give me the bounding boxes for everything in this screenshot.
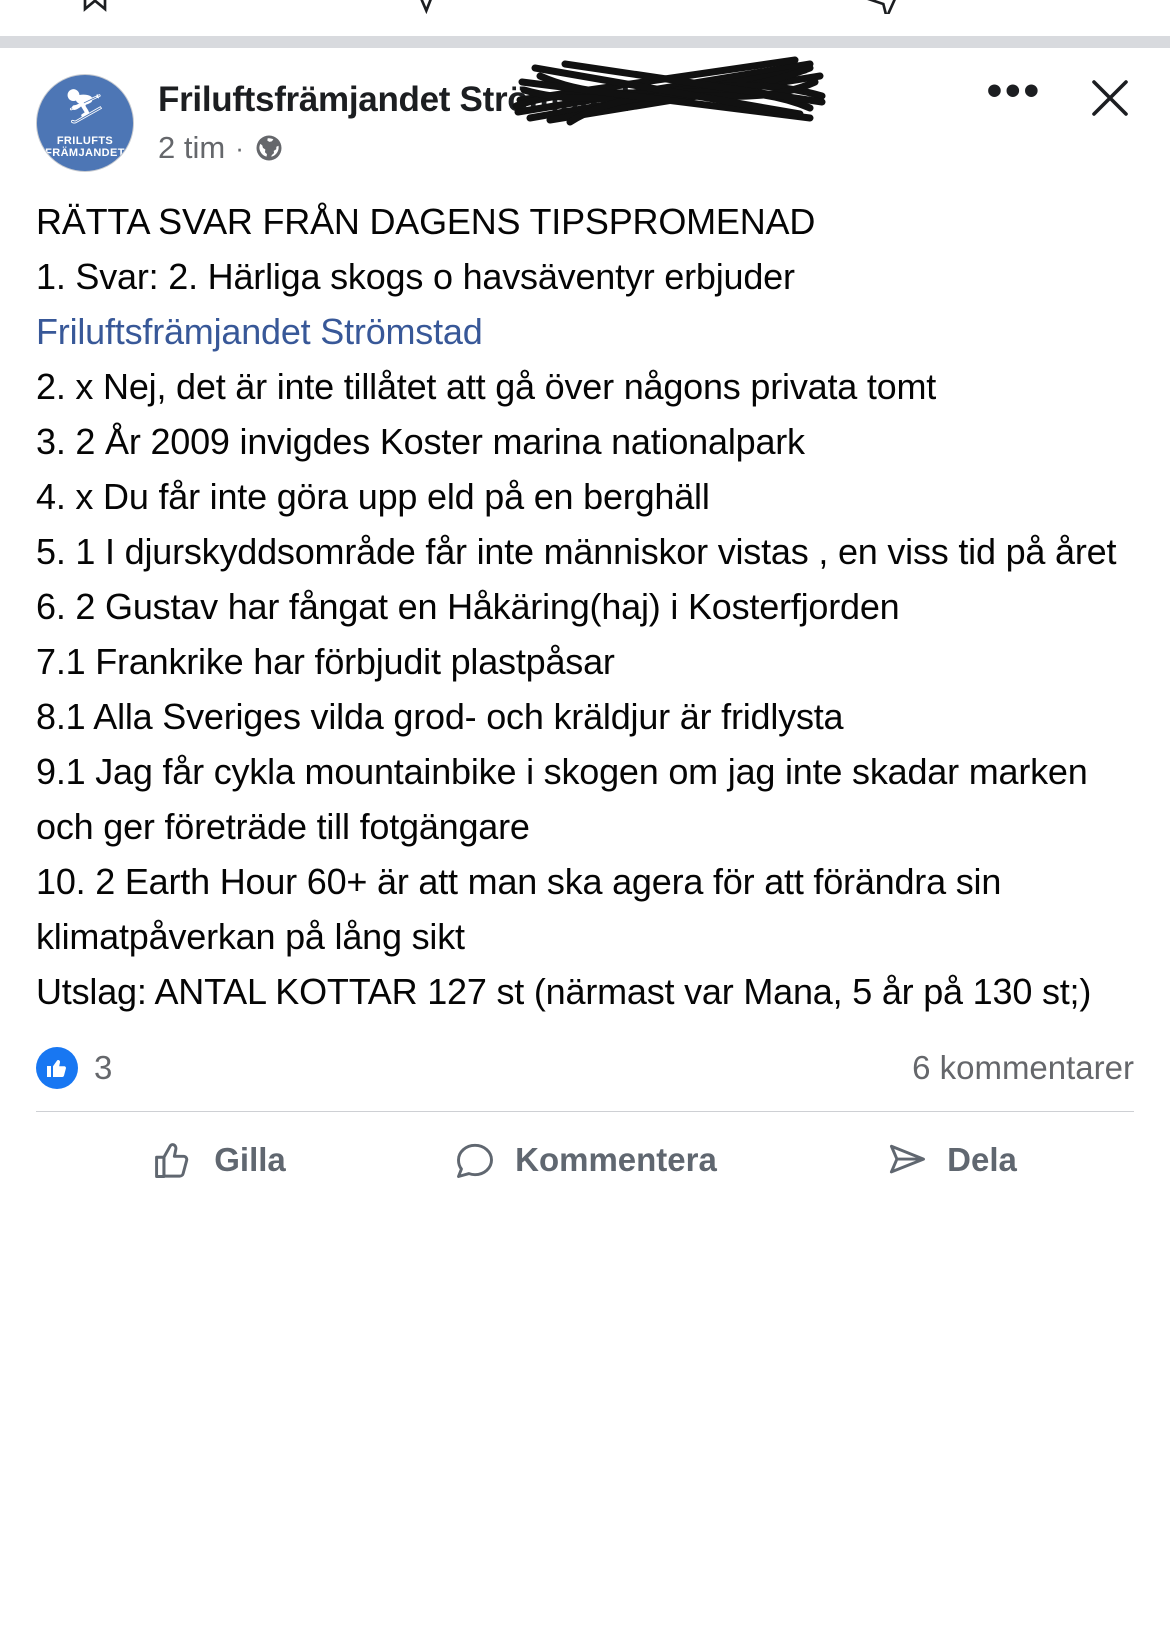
post-title-line: RÄTTA SVAR FRÅN DAGENS TIPSPROMENAD <box>36 201 816 242</box>
comment-button[interactable] <box>402 1138 768 1182</box>
page-name-wrap <box>158 80 630 120</box>
post-line-3: 3. 2 År 2009 invigdes Koster marina nationalpark <box>36 421 805 462</box>
post-line-11: Utslag: ANTAL KOTTAR 127 st (närmast var Mana, 5 år på 130 st;) <box>36 971 1092 1012</box>
meta-separator: · <box>235 133 244 163</box>
post-line-8: 8.1 Alla Sveriges vilda grod- och kräldjur är fridlysta <box>36 696 844 737</box>
post-line-9: 9.1 Jag får cykla mountainbike i skogen om jag inte skadar marken och ger företräde till fotgängare <box>36 751 1088 847</box>
cut-off-toolbar <box>0 0 1170 36</box>
action-bar <box>36 1112 1134 1212</box>
comment-count[interactable]: 6 kommentarer <box>912 1049 1134 1086</box>
post-header-actions <box>986 66 1134 122</box>
post-line-2: 2. x Nej, det är inte tillåtet att gå över någons privata tomt <box>36 366 937 407</box>
post-line-4: 4. x Du får inte göra upp eld på en berghäll <box>36 476 710 517</box>
send-icon[interactable] <box>400 0 446 14</box>
more-options-button[interactable]: ••• <box>986 66 1042 115</box>
post-line-10: 10. 2 Earth Hour 60+ är att man ska agera för att förändra sin klimatpåverkan på lång sikt <box>36 861 1002 957</box>
close-icon[interactable] <box>1086 74 1134 122</box>
share-arrow-icon[interactable] <box>862 0 908 14</box>
post-timestamp[interactable]: 2 tim <box>158 130 226 165</box>
globe-icon[interactable] <box>254 133 284 163</box>
like-count: 3 <box>94 1049 113 1086</box>
section-divider <box>0 36 1170 48</box>
comment-bubble-icon <box>453 1138 497 1182</box>
post-line-7: 7.1 Frankrike har förbjudit plastpåsar <box>36 641 615 682</box>
post-line-5: 5. 1 I djurskyddsområde får inte människor vistas , en viss tid på året <box>36 531 1117 572</box>
thumbs-up-outline-icon <box>152 1138 196 1182</box>
avatar-label-line1: FRILUFTS <box>56 135 114 147</box>
share-arrow-icon <box>885 1138 929 1182</box>
avatar-label <box>37 135 133 159</box>
post-card <box>0 48 1170 1212</box>
post-text <box>36 194 1134 1019</box>
reactions-row <box>36 1047 1134 1111</box>
avatar-skier-glyph: ⛷ <box>63 88 107 126</box>
comment-button-label: Kommentera <box>515 1141 717 1178</box>
post-line-1: 1. Svar: 2. Härliga skogs o havsäventyr erbjuder <box>36 256 795 297</box>
like-button[interactable] <box>36 1138 402 1182</box>
avatar[interactable] <box>36 74 134 172</box>
post-header <box>36 48 1134 172</box>
post-meta <box>158 130 1134 166</box>
reaction-summary[interactable] <box>36 1047 112 1089</box>
share-button[interactable] <box>768 1138 1134 1182</box>
page-name[interactable]: Friluftsfrämjandet Strömstad <box>158 80 630 119</box>
share-button-label: Dela <box>947 1141 1017 1178</box>
post-line-6: 6. 2 Gustav har fångat en Håkäring(haj) i Kosterfjorden <box>36 586 900 627</box>
post-mention-link[interactable]: Friluftsfrämjandet Strömstad <box>36 311 483 352</box>
like-button-label: Gilla <box>214 1141 286 1178</box>
bookmark-icon[interactable] <box>72 0 118 14</box>
thumbs-up-icon <box>36 1047 78 1089</box>
avatar-label-line2: FRÄMJANDET <box>45 147 125 159</box>
